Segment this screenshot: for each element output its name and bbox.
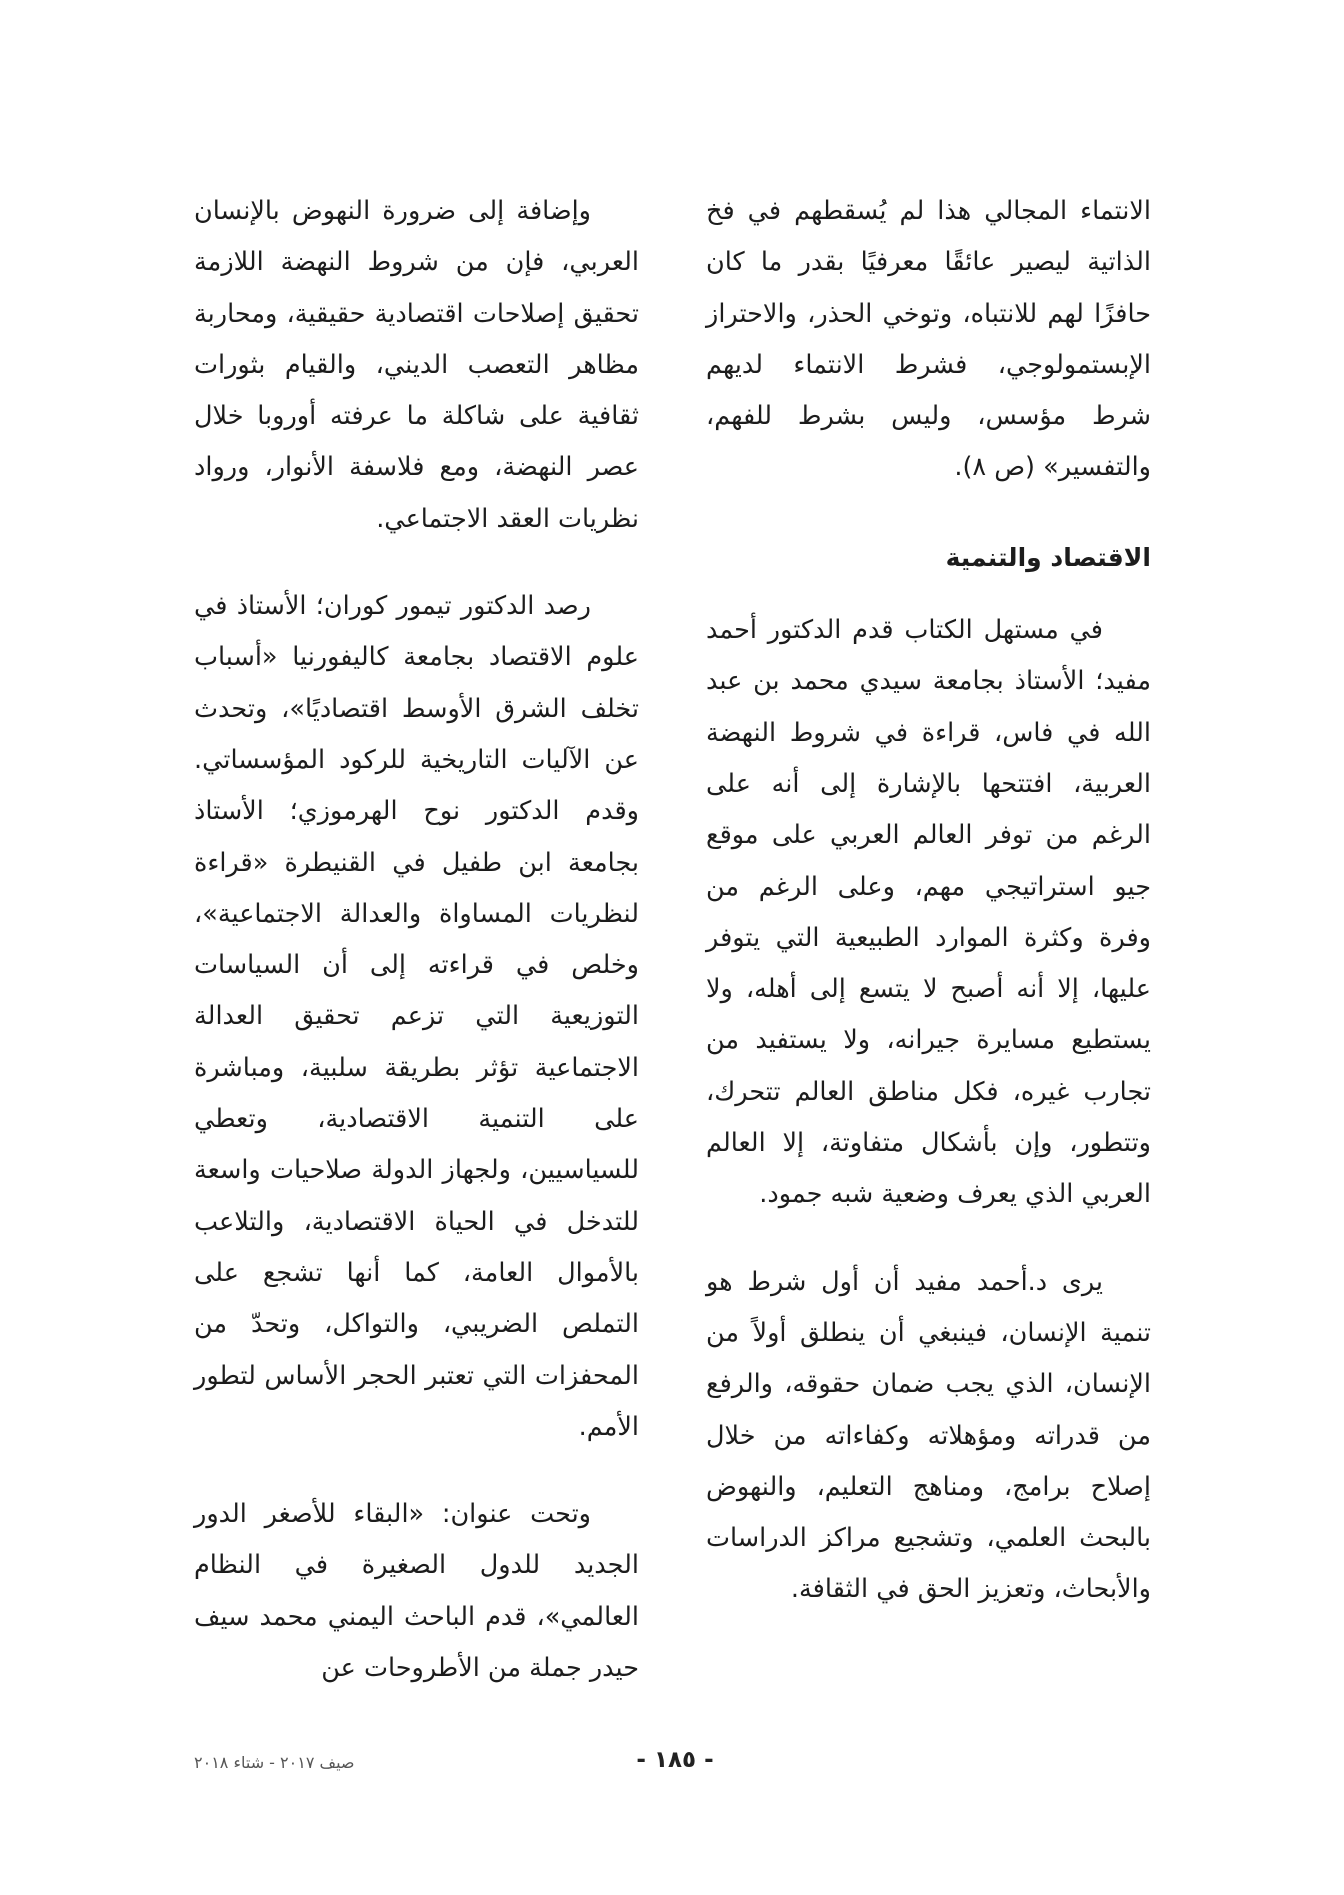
footer-issue-date: صيف ٢٠١٧ - شتاء ٢٠١٨ — [194, 1753, 355, 1772]
paragraph-gap — [706, 1221, 1151, 1257]
paragraph-gap — [194, 545, 639, 581]
right-column — [706, 186, 1151, 1616]
left-column — [194, 186, 639, 1694]
right-column-paragraph-2: في مستهل الكتاب قدم الدكتور أحمد مفيد؛ الأستاذ بجامعة سيدي محمد بن عبد الله في فاس، قراءة في شروط النهضة العربية، افتتحها بالإشارة إلى أنه على الرغم من توفر العالم العربي على موقع جيو استراتيجي مهم، وعلى الرغم من وفرة وكثرة الموارد الطبيعية التي يتوفر عليها، إلا أنه أصبح لا يتسع إلى أهله، ولا يستطيع مسايرة جيرانه، ولا يستفيد من تجارب غيره، فكل مناطق العالم تتحرك، وتتطور، وإن بأشكال متفاوتة، إلا العالم العربي الذي يعرف وضعية شبه جمود. — [706, 615, 1151, 1210]
right-column-paragraph-1: الانتماء المجالي هذا لم يُسقطهم في فخ الذاتية ليصير عائقًا معرفيًا بقدر ما كان حافزًا لهم للانتباه، وتوخي الحذر، والاحتراز الإبستمولوجي، فشرط الانتماء لديهم شرط مؤسس، وليس بشرط للفهم، والتفسير» (ص ٨). — [706, 196, 1151, 483]
paragraph-gap — [194, 1453, 639, 1489]
left-column-paragraph-1: وإضافة إلى ضرورة النهوض بالإنسان العربي، فإن من شروط النهضة اللازمة تحقيق إصلاحات اقتصادية حقيقية، ومحاربة مظاهر التعصب الديني، والقيام بثورات ثقافية على شاكلة ما عرفته أوروبا خلال عصر النهضة، ومع فلاسفة الأنوار، ورواد نظريات العقد الاجتماعي. — [194, 196, 639, 534]
left-column-paragraph-2: رصد الدكتور تيمور كوران؛ الأستاذ في علوم الاقتصاد بجامعة كاليفورنيا «أسباب تخلف الشرق الأوسط اقتصاديًا»، وتحدث عن الآليات التاريخية للركود المؤسساتي. وقدم الدكتور نوح الهرموزي؛ الأستاذ بجامعة ابن طفيل في القنيطرة «قراءة لنظريات المساواة والعدالة الاجتماعية»، وخلص في قراءته إلى أن السياسات التوزيعية التي تزعم تحقيق العدالة الاجتماعية تؤثر بطريقة سلبية، ومباشرة على التنمية الاقتصادية، وتعطي للسياسيين، ولجهاز الدولة صلاحيات واسعة للتدخل في الحياة الاقتصادية، والتلاعب بالأموال العامة، كما أنها تشجع على التملص الضريبي، والتواكل، وتحدّ من المحفزات التي تعتبر الحجر الأساس لتطور الأمم. — [194, 591, 639, 1442]
page-number: - ١٨٥ - — [636, 1747, 714, 1773]
right-column-paragraph-3: يرى د.أحمد مفيد أن أول شرط هو تنمية الإنسان، فينبغي أن ينطلق أولاً من الإنسان، الذي يجب ضمان حقوقه، والرفع من قدراته ومؤهلاته وكفاءاته من خلال إصلاح برامج، ومناهج التعليم، والنهوض بالبحث العلمي، وتشجيع مراكز الدراسات والأبحاث، وتعزيز الحق في الثقافة. — [706, 1266, 1151, 1605]
paragraph-gap — [706, 583, 1151, 605]
paragraph-gap — [706, 494, 1151, 532]
left-column-paragraph-3: وتحت عنوان: «البقاء للأصغر الدور الجديد للدول الصغيرة في النظام العالمي»، قدم الباحث اليمني محمد سيف حيدر جملة من الأطروحات عن — [194, 1499, 639, 1684]
section-heading: الاقتصاد والتنمية — [945, 542, 1151, 572]
